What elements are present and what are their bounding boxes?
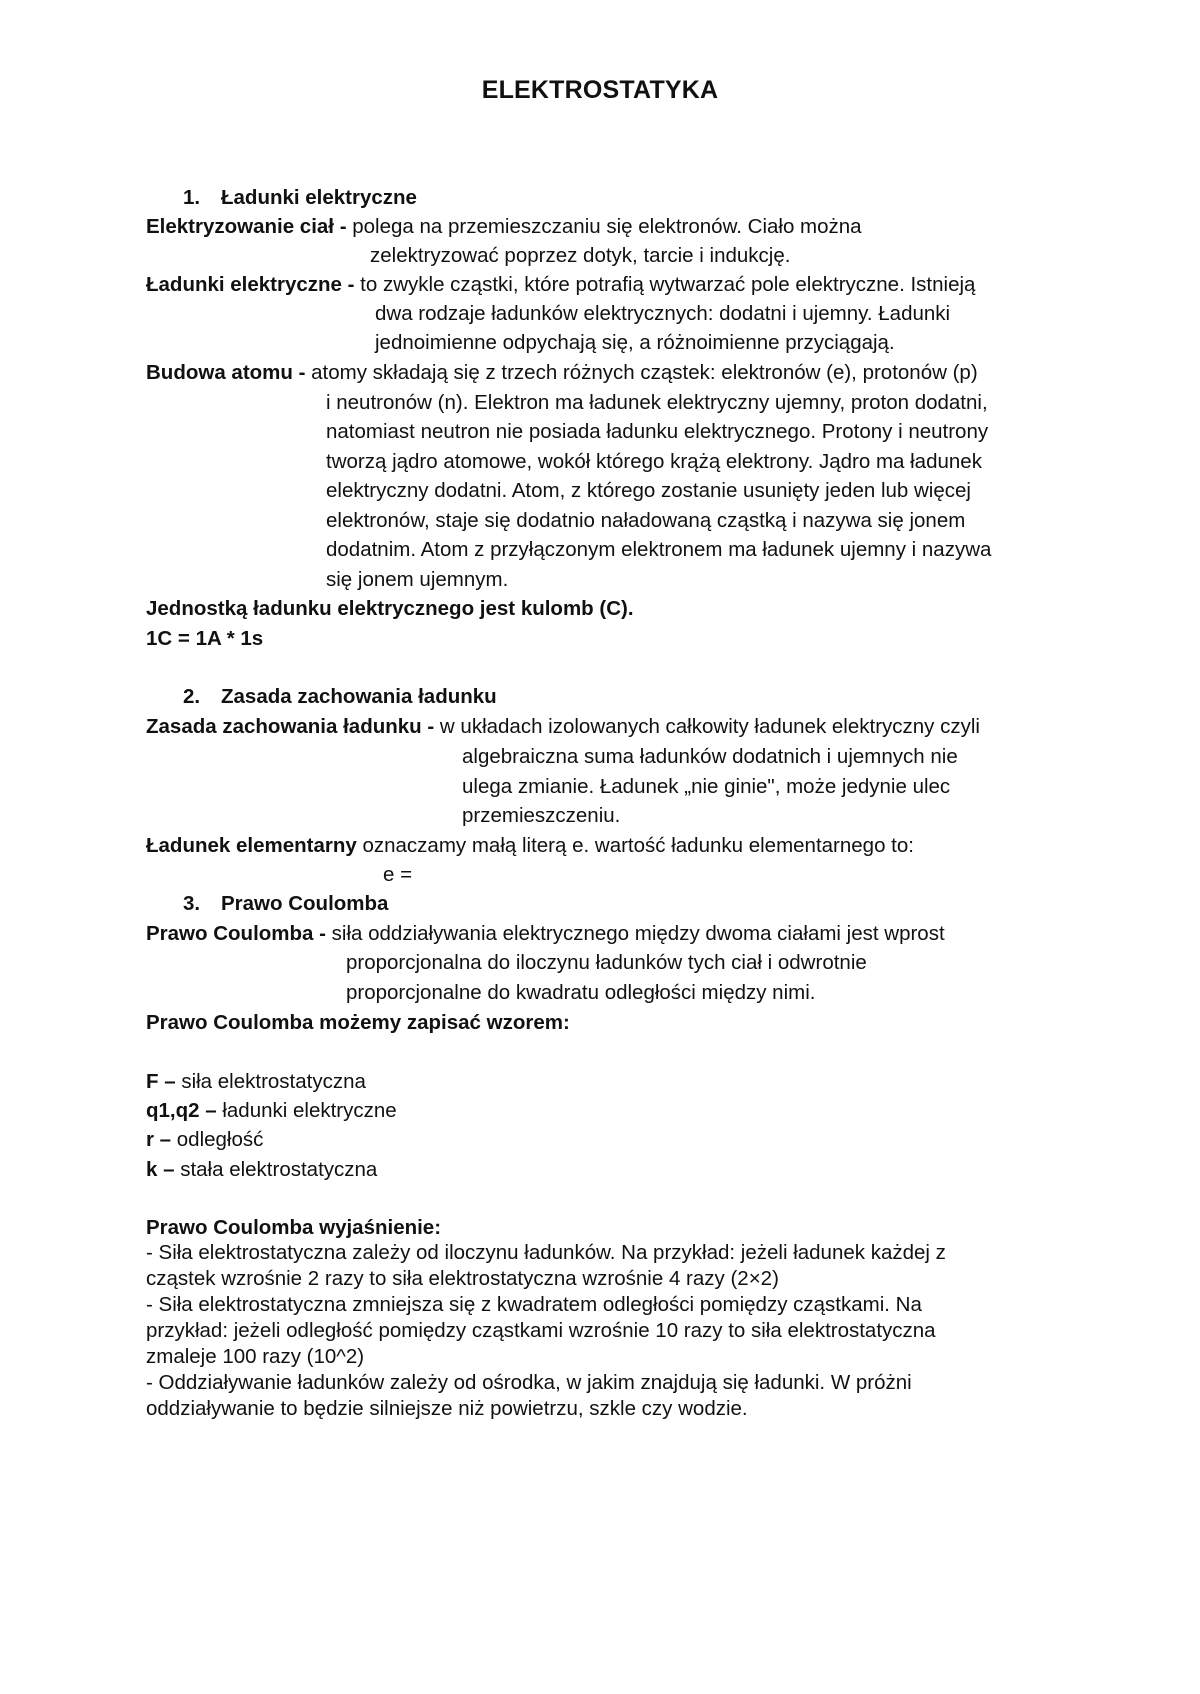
elektryzowanie-text-2: zelektryzować poprzez dotyk, tarcie i indukcję. [370, 244, 791, 267]
wyjasnienie-line-3: - Siła elektrostatyczna zmniejsza się z kwadratem odległości pomiędzy cząstkami. Na [146, 1293, 922, 1316]
zasada-text-3: ulega zmianie. Ładunek „nie ginie", może jedynie ulec [462, 775, 951, 798]
wyjasnienie-line-6: - Oddziaływanie ładunków zależy od ośrodka, w jakim znajdują się ładunki. W próżni [146, 1371, 912, 1394]
zasada-text-1: w układach izolowanych całkowity ładunek elektryczny czyli [434, 715, 980, 738]
ladunki-text-1: to zwykle cząstki, które potrafią wytwarzać pole elektryczne. Istnieją [354, 273, 976, 296]
ladunki-line-1 [146, 272, 975, 298]
section-3-title: Prawo Coulomba [221, 892, 389, 915]
symbol-q [146, 1098, 397, 1124]
budowa-text-3: natomiast neutron nie posiada ładunku elektrycznego. Protony i neutrony [326, 420, 989, 443]
symbol-r-desc: odległość [171, 1128, 264, 1151]
prawo-term: Prawo Coulomba - [146, 922, 326, 945]
zasada-text-2: algebraiczna suma ładunków dodatnich i ujemnych nie [462, 745, 958, 768]
page-title: ELEKTROSTATYKA [481, 76, 719, 104]
symbol-k-label: k – [146, 1158, 175, 1181]
ladunki-text-2: dwa rodzaje ładunków elektrycznych: dodatni i ujemny. Ładunki [375, 302, 951, 325]
symbol-r-label: r – [146, 1128, 172, 1151]
budowa-line-1 [146, 360, 978, 386]
jednostka-ladunku: Jednostką ładunku elektrycznego jest kulomb (C). [146, 597, 634, 620]
section-3-heading [183, 891, 388, 917]
zasada-text-4: przemieszczeniu. [462, 804, 621, 827]
section-3-number: 3. [183, 892, 201, 915]
wyjasnienie-line-1: - Siła elektrostatyczna zależy od iloczynu ładunków. Na przykład: jeżeli ładunek każdej z [146, 1241, 946, 1264]
budowa-text-2: i neutronów (n). Elektron ma ładunek elektryczny ujemny, proton dodatni, [326, 391, 988, 414]
budowa-text-1: atomy składają się z trzech różnych cząstek: elektronów (e), protonów (p) [305, 361, 978, 384]
prawo-line-1 [146, 921, 945, 947]
section-1-heading [183, 185, 417, 211]
elementarny-equation: e = [383, 863, 413, 886]
budowa-text-4: tworzą jądro atomowe, wokół którego krążą elektrony. Jądro ma ładunek [326, 450, 982, 473]
budowa-text-6: elektronów, staje się dodatnio naładowaną cząstką i nazywa się jonem [326, 509, 966, 532]
elektryzowanie-line-1 [146, 214, 862, 240]
elementarny-term: Ładunek elementarny [146, 834, 357, 857]
budowa-term: Budowa atomu - [146, 361, 306, 384]
section-2-heading [183, 684, 497, 710]
prawo-text-2: proporcjonalna do iloczynu ładunków tych ciał i odwrotnie [346, 951, 867, 974]
elektryzowanie-text-1: polega na przemieszczaniu się elektronów. Ciało można [346, 215, 862, 238]
section-2-number: 2. [183, 685, 201, 708]
section-1-title: Ładunki elektryczne [221, 186, 417, 209]
symbol-k [146, 1157, 377, 1183]
symbol-r [146, 1127, 263, 1153]
symbol-k-desc: stała elektrostatyczna [174, 1158, 378, 1181]
wyjasnienie-heading: Prawo Coulomba wyjaśnienie: [146, 1216, 442, 1239]
prawo-text-3: proporcjonalne do kwadratu odległości między nimi. [346, 981, 816, 1004]
budowa-text-5: elektryczny dodatni. Atom, z którego zostanie usunięty jeden lub więcej [326, 479, 971, 502]
kulomb-formula: 1C = 1A * 1s [146, 627, 264, 650]
prawo-text-1: siła oddziaływania elektrycznego między dwoma ciałami jest wprost [325, 922, 945, 945]
section-1-number: 1. [183, 186, 201, 209]
symbol-f-label: F – [146, 1070, 176, 1093]
elementarny-text: oznaczamy małą literą e. wartość ładunku elementarnego to: [356, 834, 914, 857]
budowa-text-8: się jonem ujemnym. [326, 568, 509, 591]
zasada-line-1 [146, 714, 980, 740]
symbol-f-desc: siła elektrostatyczna [175, 1070, 366, 1093]
wyjasnienie-line-5: zmaleje 100 razy (10^2) [146, 1345, 365, 1368]
wyjasnienie-line-4: przykład: jeżeli odległość pomiędzy cząstkami wzrośnie 10 razy to siła elektrostatyczna [146, 1319, 936, 1342]
symbol-q-desc: ładunki elektryczne [216, 1099, 397, 1122]
symbol-q-label: q1,q2 – [146, 1099, 217, 1122]
wyjasnienie-line-2: cząstek wzrośnie 2 razy to siła elektrostatyczna wzrośnie 4 razy (2×2) [146, 1267, 779, 1290]
ladunki-text-3: jednoimienne odpychają się, a różnoimienne przyciągają. [375, 331, 895, 354]
ladunki-term: Ładunki elektryczne - [146, 273, 355, 296]
wyjasnienie-line-7: oddziaływanie to będzie silniejsze niż powietrzu, szkle czy wodzie. [146, 1397, 748, 1420]
section-2-title: Zasada zachowania ładunku [221, 685, 497, 708]
elektryzowanie-term: Elektryzowanie ciał - [146, 215, 347, 238]
budowa-text-7: dodatnim. Atom z przyłączonym elektronem ma ładunek ujemny i nazywa [326, 538, 992, 561]
symbol-f [146, 1069, 366, 1095]
elementarny-line [146, 833, 914, 859]
zasada-term: Zasada zachowania ładunku - [146, 715, 435, 738]
wzor-heading: Prawo Coulomba możemy zapisać wzorem: [146, 1011, 570, 1034]
